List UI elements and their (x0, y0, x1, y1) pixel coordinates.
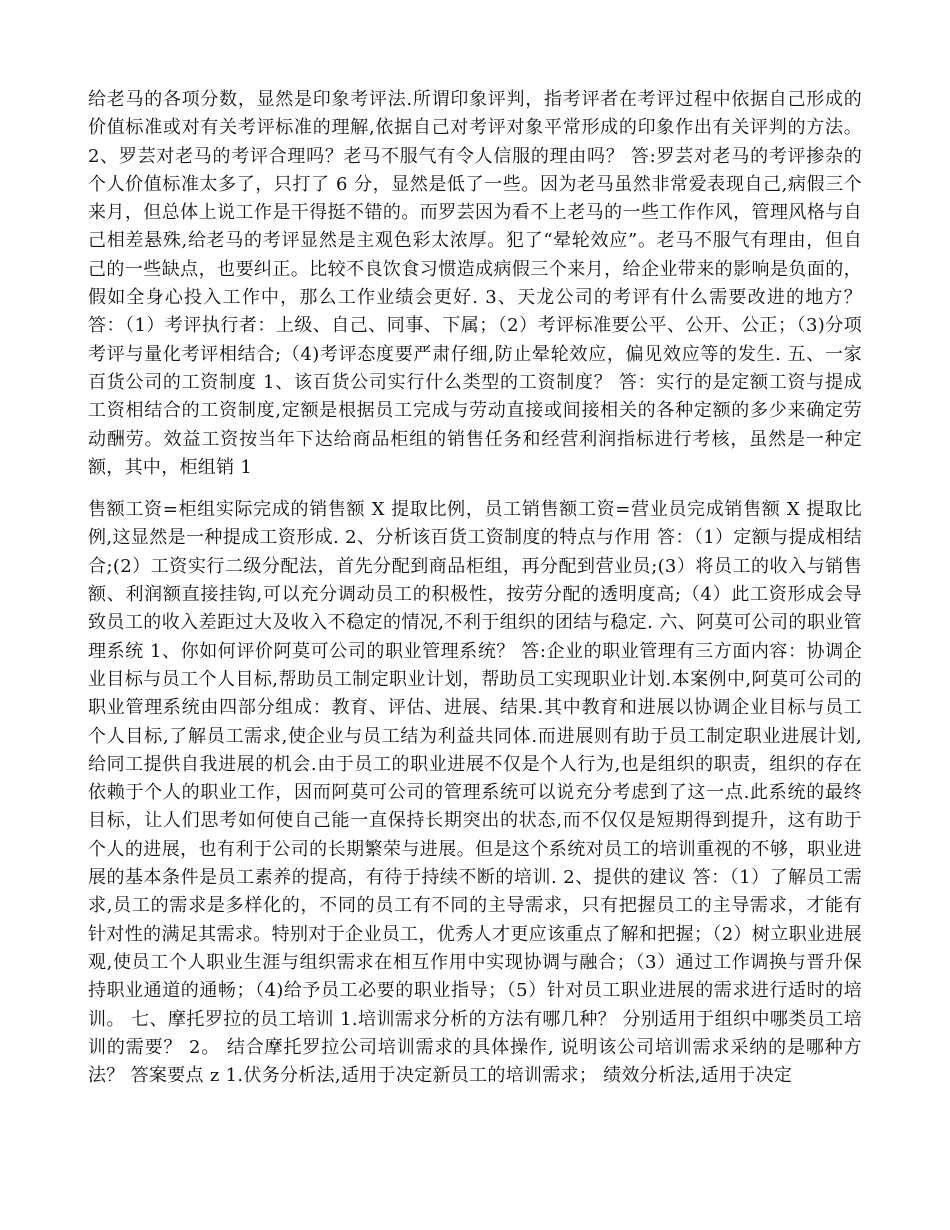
document-page (88, 86, 862, 1090)
paragraph-2: 售额工资=柜组实际完成的销售额 X 提取比例，员工销售额工资=营业员完成销售额 X 提取比例,这显然是一种提成工资形成. 2、分析该百货工资制度的特点与作用 答：（1）定额与提成相结合;(2）工资实行二级分配法，首先分配到商品柜组，再分配到营业员;(3）将员工的收入与销售额、利润额直接挂钩,可以充分调动员工的积极性，按劳分配的透明度高;（4）此工资形成会导致员工的收入差距过大及收入不稳定的情况,不利于组织的团结与稳定. 六、阿莫可公司的职业管理系统 1、你如何评价阿莫可公司的职业管理系统？ 答:企业的职业管理有三方面内容：协调企业目标与员工个人目标,帮助员工制定职业计划，帮助员工实现职业计划.本案例中,阿莫可公司的职业管理系统由四部分组成：教育、评估、进展、结果.其中教育和进展以协调企业目标与员工个人目标,了解员工需求,使企业与员工结为利益共同体.而进展则有助于员工制定职业进展计划,给同工提供自我进展的机会.由于员工的职业进展不仅是个人行为,也是组织的职责，组织的存在依赖于个人的职业工作，因而阿莫可公司的管理系统可以说充分考虑到了这一点.此系统的最终目标，让人们思考如何使自己能一直保持长期突出的状态,而不仅仅是短期得到提升，这有助于个人的进展，也有利于公司的长期繁荣与进展。但是这个系统对员工的培训重视的不够，职业进展的基本条件是员工素养的提高，有待于持续不断的培训. 2、提供的建议 答：（1）了解员工需求,员工的需求是多样化的，不同的员工有不同的主导需求，只有把握员工的主导需求，才能有针对性的满足其需求。特别对于企业员工，优秀人才更应该重点了解和把握；（2）树立职业进展观,使员工个人职业生涯与组织需求在相互作用中实现协调与融合；（3）通过工作调换与晋升保持职业通道的通畅；（4)给予员工必要的职业指导；（5）针对员工职业进展的需求进行适时的培训。 七、摩托罗拉的员工培训 1.培训需求分析的方法有哪几种？ 分别适用于组织中哪类员工培训的需要？ 2。 结合摩托罗拉公司培训需求的具体操作, 说明该公司培训需求采纳的是哪种方法？ 答案要点 z 1.伏务分析法,适用于决定新员工的培训需求； 绩效分析法,适用于决定 (88, 499, 862, 1087)
paragraph-1: 给老马的各项分数，显然是印象考评法.所谓印象评判，指考评者在考评过程中依据自己形成的价值标准或对有关考评标准的理解,依据自己对考评对象平常形成的印象作出有关评判的方法。 2、罗芸对老马的考评合理吗？老马不服气有令人信服的理由吗？ 答:罗芸对老马的考评掺杂的个人价值标准太多了，只打了 6 分，显然是低了一些。因为老马虽然非常爱表现自己,病假三个来月，但总体上说工作是干得挺不错的。而罗芸因为看不上老马的一些工作作风，管理风格与自己相差悬殊,给老马的考评显然是主观色彩太浓厚。犯了“晕轮效应”。老马不服气有理由，但自己的一些缺点，也要纠正。比较不良饮食习惯造成病假三个来月，给企业带来的影响是负面的，假如全身心投入工作中，那么工作业绩会更好. 3、天龙公司的考评有什么需要改进的地方？ 答：（1）考评执行者：上级、自己、同事、下属；（2）考评标准要公平、公开、公正；（3)分项考评与量化考评相结合;（4)考评态度要严肃仔细,防止晕轮效应，偏见效应等的发生. 五、一家百货公司的工资制度 1、该百货公司实行什么类型的工资制度？ 答：实行的是定额工资与提成工资相结合的工资制度,定额是根据员工完成与劳动直接或间接相关的各种定额的多少来确定劳动酬劳。效益工资按当年下达给商品柜组的销售任务和经营利润指标进行考核，虽然是一种定额，其中，柜组销 1 (88, 89, 862, 478)
